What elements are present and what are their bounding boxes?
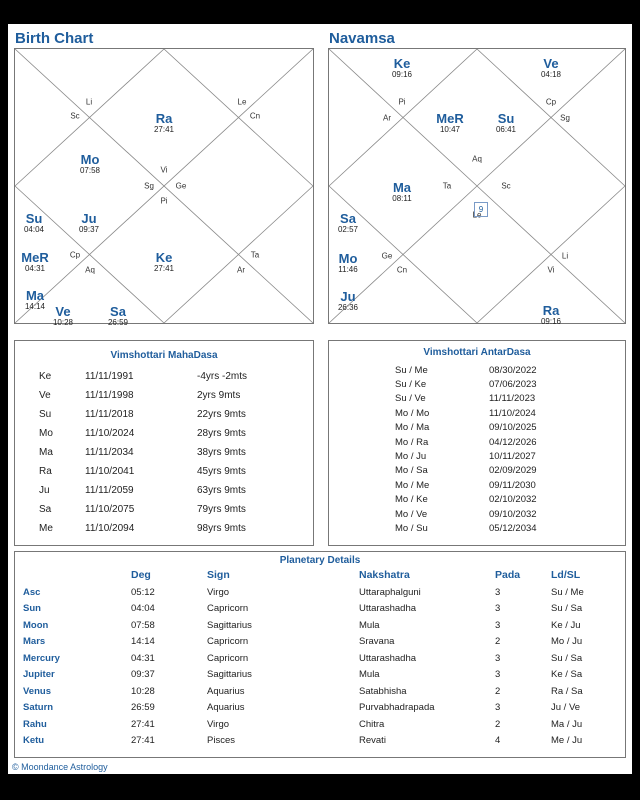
planet-sign: Sagittarius bbox=[207, 669, 252, 681]
house-10-sign: Sg bbox=[144, 181, 154, 191]
antardasa-row bbox=[395, 464, 537, 478]
planet-mars: Ma 08:11 bbox=[392, 180, 412, 203]
footer-copyright: © Moondance Astrology bbox=[12, 762, 108, 772]
house-2-sign: Le bbox=[237, 97, 247, 107]
house-9-sign: Cp bbox=[69, 250, 81, 260]
planet-sign: Aquarius bbox=[207, 702, 245, 714]
planet-moon: Mo 07:58 bbox=[79, 152, 101, 175]
antardasa-row bbox=[395, 449, 537, 463]
dasa-planet: Su bbox=[39, 409, 52, 420]
birth-chart-grid bbox=[15, 49, 313, 323]
dasa-age: 63yrs 9mts bbox=[197, 485, 246, 496]
column-header: Sign bbox=[207, 569, 230, 581]
mahadasa-row bbox=[39, 367, 247, 386]
house-11-sign: Ar bbox=[383, 113, 391, 123]
planet-ketu: Ke 27:41 bbox=[153, 250, 175, 273]
planet-nakshatra: Uttarashadha bbox=[359, 603, 417, 615]
dasa-age: 2yrs 9mts bbox=[197, 390, 241, 401]
planet-sign: Pisces bbox=[207, 735, 235, 747]
antardasa-date: 11/10/2024 bbox=[489, 407, 536, 419]
antardasa-row bbox=[395, 521, 537, 535]
planet-nakshatra: Satabhisha bbox=[359, 685, 407, 697]
planet-mars: Ma 14:14 bbox=[24, 288, 46, 311]
mahadasa-row bbox=[39, 481, 247, 500]
column-header: Ld/SL bbox=[551, 569, 581, 581]
planetary-row bbox=[23, 667, 623, 684]
house-6-sign: Ar bbox=[237, 265, 245, 275]
planet-sign: Virgo bbox=[207, 586, 230, 598]
house-3-sign: Sg bbox=[560, 113, 570, 123]
antardasa-date: 05/12/2034 bbox=[489, 522, 537, 534]
house-12-sign: Li bbox=[85, 97, 93, 107]
planet-sign: Virgo bbox=[207, 718, 230, 730]
planet-mercury: MeR 04:31 bbox=[21, 250, 49, 273]
house-7-sign: Pi bbox=[160, 196, 168, 206]
planet-lord-sublord: Mo / Ju bbox=[551, 636, 583, 648]
house-1-sign: Vi bbox=[160, 165, 168, 175]
planet-degree: 05:12 bbox=[131, 586, 155, 598]
antardasa-period: Mo / Ju bbox=[395, 451, 427, 463]
mahadasa-row bbox=[39, 462, 247, 481]
planet-lord-sublord: Ke / Sa bbox=[551, 669, 583, 681]
house-8-sign: Cn bbox=[396, 265, 408, 275]
planet-name: Venus bbox=[23, 685, 51, 697]
antardasa-date: 11/11/2023 bbox=[489, 393, 536, 405]
birth-chart bbox=[14, 48, 314, 327]
planet-pada: 3 bbox=[495, 619, 501, 631]
dasa-planet: Me bbox=[39, 523, 53, 534]
planet-degree: 04:04 bbox=[131, 603, 155, 615]
column-header: Pada bbox=[495, 569, 521, 581]
antardasa-date: 09/10/2025 bbox=[489, 422, 537, 434]
dasa-age: 79yrs 9mts bbox=[197, 504, 246, 515]
planet-pada: 3 bbox=[495, 586, 501, 598]
column-header: Nakshatra bbox=[359, 569, 410, 581]
planet-name: Mercury bbox=[23, 652, 60, 664]
dasa-date: 11/11/1998 bbox=[85, 390, 134, 401]
planet-name: Mars bbox=[23, 636, 46, 648]
planet-name: Rahu bbox=[23, 718, 47, 730]
planet-degree: 04:31 bbox=[131, 652, 155, 664]
dasa-age: 38yrs 9mts bbox=[197, 447, 246, 458]
antardasa-date: 09/11/2030 bbox=[489, 479, 536, 491]
mahadasa-row bbox=[39, 386, 247, 405]
planet-sun: Su 04:04 bbox=[23, 211, 45, 234]
antardasa-date: 02/09/2029 bbox=[489, 465, 537, 477]
house-5-sign: Ta bbox=[250, 250, 260, 260]
planet-pada: 2 bbox=[495, 718, 501, 730]
antardasa-date: 07/06/2023 bbox=[489, 379, 537, 391]
planet-nakshatra: Mula bbox=[359, 669, 380, 681]
antardasa-date: 02/10/2032 bbox=[489, 494, 537, 506]
dasa-age: 28yrs 9mts bbox=[197, 428, 246, 439]
planet-nakshatra: Mula bbox=[359, 619, 380, 631]
mahadasa-row bbox=[39, 443, 247, 462]
planetary-row bbox=[23, 683, 623, 700]
house-10-sign: Ta bbox=[442, 181, 452, 191]
antardasa-title: Vimshottari AntarDasa bbox=[423, 347, 531, 358]
planet-pada: 4 bbox=[495, 735, 501, 747]
planet-lord-sublord: Ke / Ju bbox=[551, 619, 581, 631]
planet-degree: 27:41 bbox=[131, 735, 155, 747]
antardasa-period: Su / Ve bbox=[395, 393, 426, 405]
planet-degree: 09:37 bbox=[131, 669, 155, 681]
house-8-sign: Aq bbox=[85, 265, 95, 275]
dasa-age: -4yrs -2mts bbox=[197, 371, 247, 382]
planet-sign: Sagittarius bbox=[207, 619, 252, 631]
planet-saturn: Sa 26:59 bbox=[107, 304, 129, 327]
planet-rahu: Ra 09:16 bbox=[540, 303, 562, 326]
antardasa-row bbox=[395, 363, 537, 377]
planetary-row bbox=[23, 716, 623, 733]
planet-sign: Capricorn bbox=[207, 652, 249, 664]
antardasa-period: Mo / Ra bbox=[395, 436, 429, 448]
dasa-age: 45yrs 9mts bbox=[197, 466, 246, 477]
house-4-sign: Sc bbox=[501, 181, 511, 191]
antardasa-table bbox=[395, 363, 537, 536]
planet-name: Ketu bbox=[23, 735, 45, 747]
house-5-sign: Li bbox=[561, 251, 569, 261]
planet-sign: Capricorn bbox=[207, 603, 249, 615]
column-header bbox=[23, 566, 131, 584]
house-3-sign: Cn bbox=[249, 111, 261, 121]
antardasa-row bbox=[395, 377, 537, 391]
house-2-sign: Cp bbox=[545, 97, 557, 107]
antardasa-period: Mo / Me bbox=[395, 479, 430, 491]
planet-pada: 3 bbox=[495, 669, 501, 681]
planetary-row bbox=[23, 634, 623, 651]
planet-venus: Ve 04:18 bbox=[540, 56, 562, 79]
dasa-planet: Ma bbox=[39, 447, 53, 458]
planet-name: Saturn bbox=[23, 702, 54, 714]
navamsa-center-number: 9 bbox=[474, 202, 488, 217]
dasa-date: 11/10/2024 bbox=[85, 428, 135, 439]
dasa-planet: Mo bbox=[39, 428, 53, 439]
planet-nakshatra: Revati bbox=[359, 735, 386, 747]
planet-nakshatra: Purvabhadrapada bbox=[359, 702, 435, 714]
dasa-date: 11/10/2094 bbox=[85, 523, 135, 534]
planet-degree: 14:14 bbox=[131, 636, 155, 648]
house-6-sign: Vi bbox=[547, 265, 555, 275]
planetary-details-title: Planetary Details bbox=[279, 555, 361, 566]
mahadasa-panel bbox=[14, 340, 314, 546]
planet-lord-sublord: Ju / Ve bbox=[551, 702, 581, 714]
antardasa-panel bbox=[328, 340, 626, 546]
house-7-sign: Le bbox=[472, 210, 482, 220]
antardasa-date: 04/12/2026 bbox=[489, 436, 537, 448]
mahadasa-title: Vimshottari MahaDasa bbox=[110, 350, 218, 361]
planet-ketu: Ke 09:16 bbox=[391, 56, 413, 79]
planet-sun: Su 06:41 bbox=[495, 111, 517, 134]
planetary-row bbox=[23, 617, 623, 634]
antardasa-period: Mo / Ve bbox=[395, 508, 428, 520]
planet-jupiter: Ju 09:37 bbox=[78, 211, 100, 234]
antardasa-row bbox=[395, 421, 537, 435]
antardasa-date: 10/11/2027 bbox=[489, 451, 536, 463]
planet-sign: Aquarius bbox=[207, 685, 245, 697]
birth-chart-title: Birth Chart bbox=[15, 30, 94, 47]
planet-pada: 2 bbox=[495, 636, 501, 648]
antardasa-row bbox=[395, 478, 537, 492]
dasa-date: 11/10/2075 bbox=[85, 504, 135, 515]
planet-degree: 26:59 bbox=[131, 702, 155, 714]
navamsa-grid bbox=[329, 49, 625, 323]
house-12-sign: Pi bbox=[398, 97, 406, 107]
planet-lord-sublord: Ma / Ju bbox=[551, 718, 583, 730]
dasa-date: 11/10/2041 bbox=[85, 466, 135, 477]
house-9-sign: Ge bbox=[381, 251, 393, 261]
planet-nakshatra: Chitra bbox=[359, 718, 385, 730]
dasa-date: 11/11/2059 bbox=[85, 485, 134, 496]
mahadasa-row bbox=[39, 519, 247, 538]
planetary-row bbox=[23, 700, 623, 717]
mahadasa-row bbox=[39, 424, 247, 443]
planet-rahu: Ra 27:41 bbox=[153, 111, 175, 134]
planet-lord-sublord: Su / Sa bbox=[551, 652, 583, 664]
planetary-row bbox=[23, 601, 623, 618]
planet-mercury: MeR 10:47 bbox=[436, 111, 464, 134]
antardasa-period: Mo / Sa bbox=[395, 465, 428, 477]
dasa-planet: Ve bbox=[39, 390, 51, 401]
antardasa-row bbox=[395, 392, 537, 406]
planet-lord-sublord: Su / Me bbox=[551, 586, 584, 598]
dasa-date: 11/11/1991 bbox=[85, 371, 134, 382]
planet-degree: 27:41 bbox=[131, 718, 155, 730]
antardasa-period: Mo / Su bbox=[395, 522, 428, 534]
planet-degree: 07:58 bbox=[131, 619, 155, 631]
antardasa-period: Su / Me bbox=[395, 364, 428, 376]
dasa-age: 98yrs 9mts bbox=[197, 523, 246, 534]
mahadasa-row bbox=[39, 405, 247, 424]
planet-lord-sublord: Ra / Sa bbox=[551, 685, 583, 697]
planet-pada: 3 bbox=[495, 652, 501, 664]
house-11-sign: Sc bbox=[70, 111, 80, 121]
navamsa-chart bbox=[328, 48, 626, 324]
planet-pada: 3 bbox=[495, 603, 501, 615]
planet-pada: 2 bbox=[495, 685, 501, 697]
antardasa-row bbox=[395, 406, 537, 420]
antardasa-date: 09/10/2032 bbox=[489, 508, 537, 520]
dasa-date: 11/11/2018 bbox=[85, 409, 134, 420]
dasa-planet: Ra bbox=[39, 466, 52, 477]
house-1-sign: Aq bbox=[472, 154, 482, 164]
antardasa-period: Mo / Ma bbox=[395, 422, 430, 434]
planet-moon: Mo 11:46 bbox=[338, 251, 358, 274]
planetary-details-table bbox=[23, 566, 623, 749]
planetary-row bbox=[23, 584, 623, 601]
dasa-date: 11/11/2034 bbox=[85, 447, 134, 458]
antardasa-period: Su / Ke bbox=[395, 379, 427, 391]
planet-nakshatra: Sravana bbox=[359, 636, 395, 648]
planetary-row bbox=[23, 650, 623, 667]
dasa-planet: Ke bbox=[39, 371, 52, 382]
antardasa-row bbox=[395, 493, 537, 507]
planetary-details-panel bbox=[14, 551, 626, 758]
mahadasa-row bbox=[39, 500, 247, 519]
planet-name: Jupiter bbox=[23, 669, 55, 681]
mahadasa-table bbox=[39, 367, 247, 538]
planet-lord-sublord: Su / Sa bbox=[551, 603, 583, 615]
planet-name: Moon bbox=[23, 619, 49, 631]
planet-sign: Capricorn bbox=[207, 636, 249, 648]
planet-venus: Ve 10:28 bbox=[52, 304, 74, 327]
planet-jupiter: Ju 26:36 bbox=[337, 289, 359, 312]
antardasa-date: 08/30/2022 bbox=[489, 364, 537, 376]
planet-nakshatra: Uttarashadha bbox=[359, 652, 417, 664]
report-page bbox=[8, 24, 632, 774]
dasa-planet: Ju bbox=[39, 485, 50, 496]
planet-nakshatra: Uttaraphalguni bbox=[359, 586, 421, 598]
antardasa-row bbox=[395, 435, 537, 449]
antardasa-period: Mo / Ke bbox=[395, 494, 428, 506]
house-4-sign: Ge bbox=[175, 181, 187, 191]
antardasa-row bbox=[395, 507, 537, 521]
navamsa-title: Navamsa bbox=[329, 30, 395, 47]
column-header: Deg bbox=[131, 569, 151, 581]
planet-lord-sublord: Me / Ju bbox=[551, 735, 583, 747]
dasa-age: 22yrs 9mts bbox=[197, 409, 246, 420]
planet-degree: 10:28 bbox=[131, 685, 155, 697]
dasa-planet: Sa bbox=[39, 504, 52, 515]
planet-saturn: Sa 02:57 bbox=[337, 211, 359, 234]
planet-name: Sun bbox=[23, 603, 41, 615]
planetary-row bbox=[23, 733, 623, 750]
antardasa-period: Mo / Mo bbox=[395, 407, 430, 419]
planet-pada: 3 bbox=[495, 702, 501, 714]
planet-name: Asc bbox=[23, 586, 41, 598]
